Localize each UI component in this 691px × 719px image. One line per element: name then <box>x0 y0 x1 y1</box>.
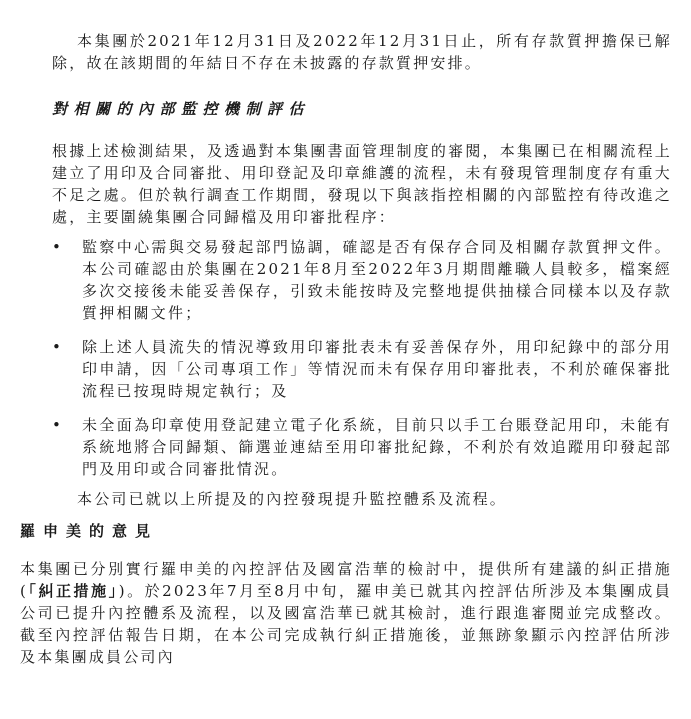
opinion-paragraph <box>20 558 672 668</box>
bullet-text: 除上述人員流失的情況導致用印審批表未有妥善保存外，用印紀錄中的部分用印申請，因「公司專項工作」等情況而未有保存用印審批表，不利於確保審批流程已按現時規定執行；及 <box>82 338 672 400</box>
bullet-text: 監察中心需與交易發起部門協調，確認是否有保存合同及相關存款質押文件。本公司確認由於集團在2021年8月至2022年3月期間離職人員較多，檔案經多次交接後未能妥善保存，引致未能按時及完整地提供抽樣合同樣本以及存款質押相關文件； <box>82 238 672 322</box>
bullet-marker-icon: • <box>52 338 61 356</box>
corrective-measures-term: 「糾正措施」 <box>28 582 119 600</box>
closing-paragraph: 本公司已就以上所提及的內控發現提升監控體系及流程。 <box>77 490 508 508</box>
intro-paragraph: 本集團於2021年12月31日及2022年12月31日止，所有存款質押擔保已解除，故在該期間的年結日不存在未披露的存款質押安排。 <box>52 32 672 72</box>
bullet-item <box>52 414 672 480</box>
findings-bullet-list <box>52 236 672 480</box>
bullet-marker-icon: • <box>52 238 61 256</box>
opinion-paragraph-text: 本集團已分別實行羅申美的內控評估及國富浩華的檢討中，提供所有建議的糾正措施( <box>20 560 672 600</box>
bullet-text: 未全面為印章使用登記建立電子化系統，目前只以手工台賬登記用印，未能有系統地將合同歸類、篩選並連結至用印審批紀錄，不利於有效追蹤用印發起部門及用印或合同審批情況。 <box>82 416 672 478</box>
opinion-section <box>20 520 672 668</box>
internal-control-paragraph: 根據上述檢測結果，及透過對本集團書面管理制度的審閱，本集團已在相關流程上建立了用印及合同審批、用印登記及印章維護的流程，未有發現管理制度存有重大不足之處。但於執行調查工作期間，發現以下與該指控相關的內部監控有待改進之處，主要圍繞集團合同歸檔及用印審批程序： <box>52 142 672 226</box>
internal-control-heading: 對相關的內部監控機制評估 <box>52 100 311 118</box>
opinion-paragraph-text: )。於2023年7月至8月中旬，羅申美已就其內控評估所涉及本集團成員公司已提升內控體系及流程，以及國富浩華已就其檢討，進行跟進審閱並完成整改。截至內控評估報告日期，在本公司完成執行糾正措施後，並無跡象顯示內控評估所涉及本集團成員公司內 <box>20 582 672 666</box>
opinion-heading: 羅申美的意見 <box>20 522 159 540</box>
bullet-item <box>52 236 672 324</box>
internal-control-section <box>52 30 672 510</box>
bullet-marker-icon: • <box>52 416 61 434</box>
bullet-item <box>52 336 672 402</box>
